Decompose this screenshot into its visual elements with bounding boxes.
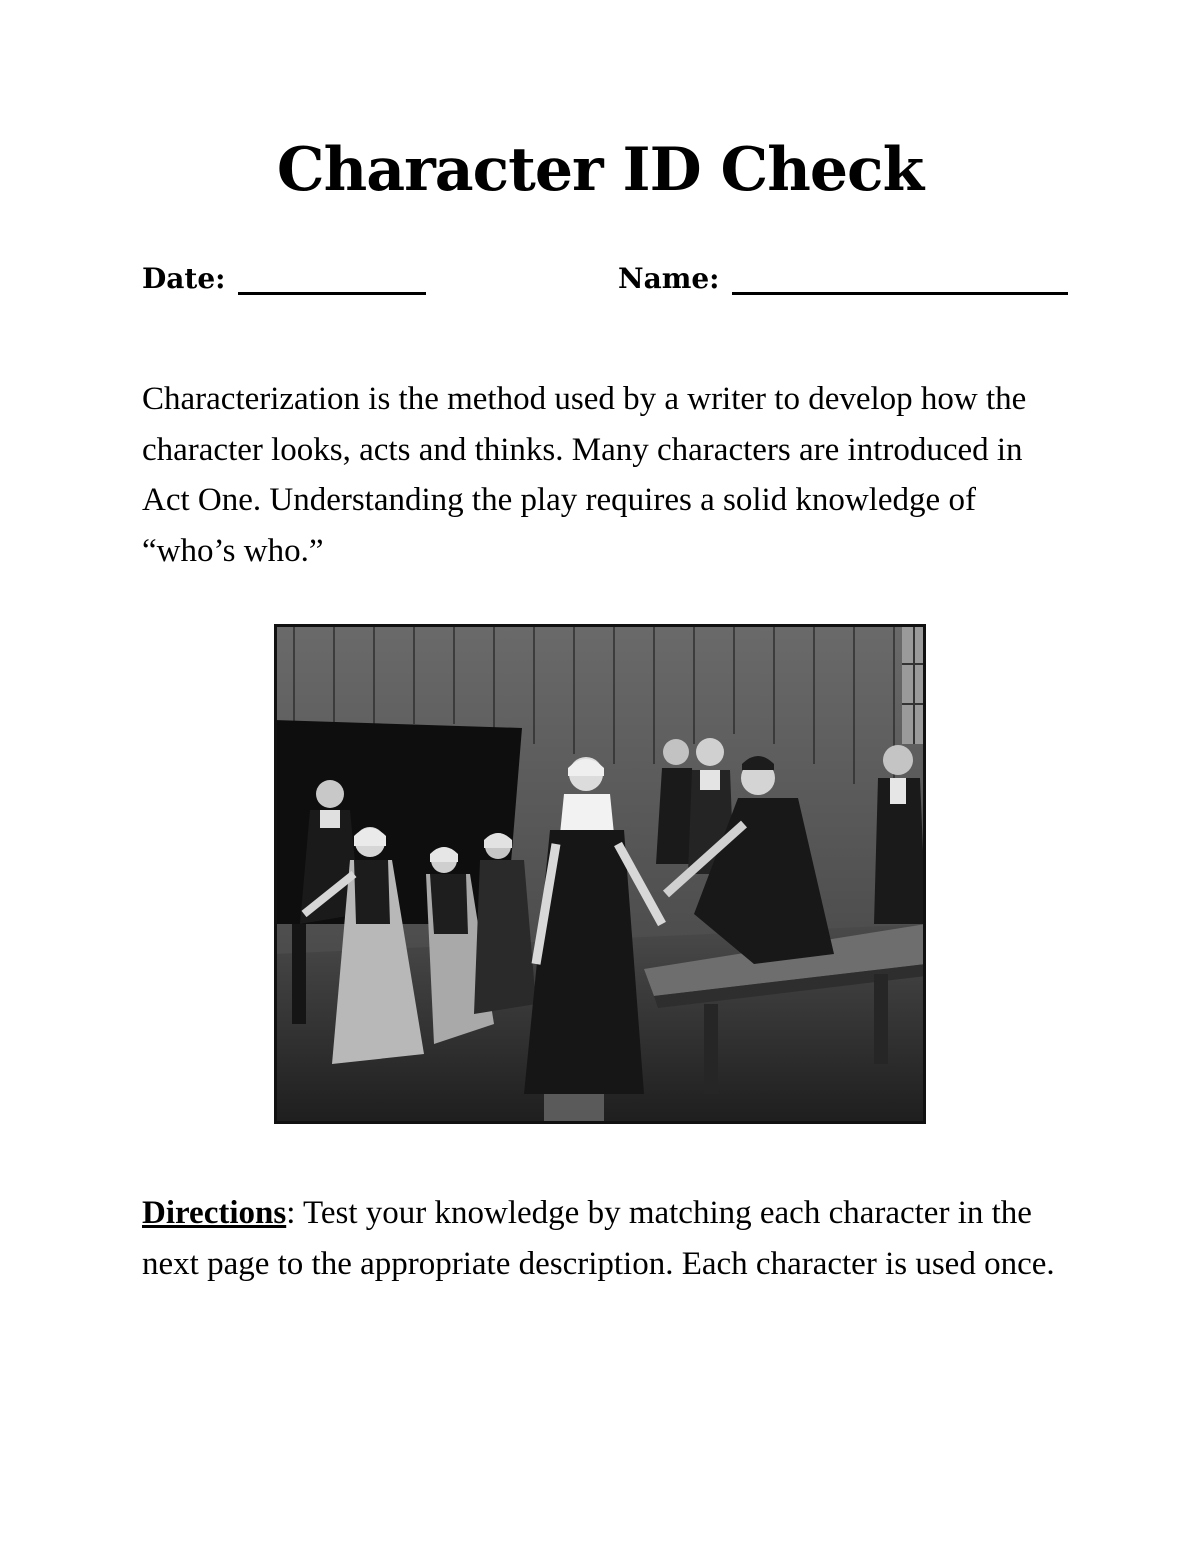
stage-photo bbox=[274, 624, 926, 1124]
name-field bbox=[618, 262, 1068, 295]
stage-photo-icon bbox=[274, 624, 926, 1124]
directions-paragraph bbox=[142, 1188, 1072, 1289]
date-blank-line[interactable] bbox=[238, 264, 426, 295]
directions-separator: : bbox=[286, 1195, 296, 1231]
name-label: Name: bbox=[618, 262, 720, 295]
date-field bbox=[142, 262, 426, 295]
name-blank-line[interactable] bbox=[732, 264, 1068, 295]
directions-text: Test your knowledge by matching each character in the next page to the appropriate description. Each character is used once. bbox=[142, 1195, 1055, 1282]
page-title: Character ID Check bbox=[276, 135, 924, 205]
intro-paragraph: Characterization is the method used by a writer to develop how the character looks, acts and thinks. Many characters are introduced in Act One. Understanding the play requires a solid knowledge of “who’s who.” bbox=[142, 381, 1027, 569]
directions-lead: Directions bbox=[142, 1195, 287, 1231]
date-label: Date: bbox=[142, 262, 226, 295]
